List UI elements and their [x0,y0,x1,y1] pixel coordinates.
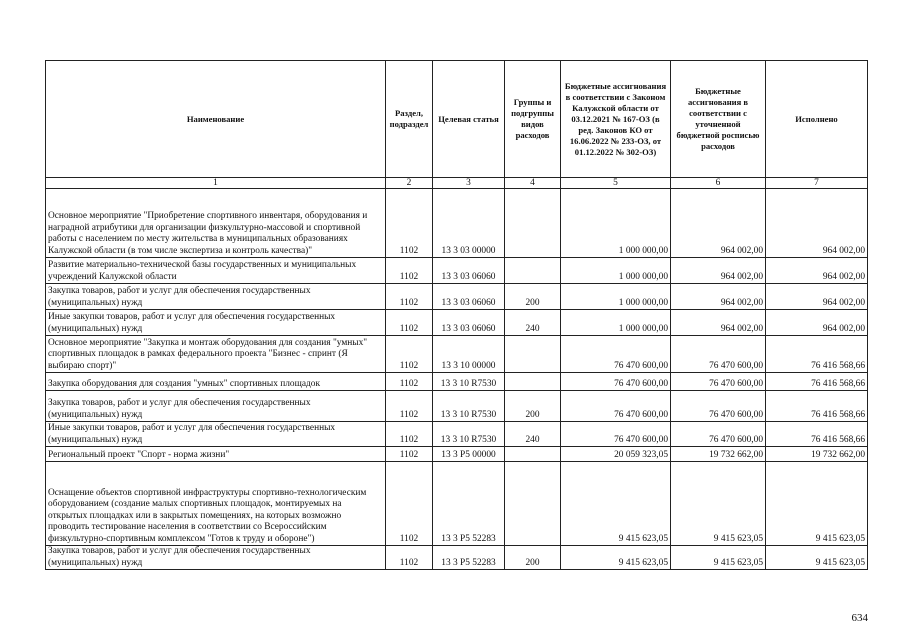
row-name: Основное мероприятие "Закупка и монтаж оборудования для создания "умных" спортивных площадок в рамках федерального проекта "Бизнес - спринт (Я выбираю спорт)" [46,336,386,373]
header-section: Раздел, подраздел [386,61,433,178]
row-executed-amount: 9 415 623,05 [766,462,868,546]
table-row [46,546,868,570]
column-number: 2 [386,178,433,189]
row-executed-amount: 76 416 568,66 [766,373,868,391]
row-executed-amount: 964 002,00 [766,310,868,336]
row-law-amount: 76 470 600,00 [561,336,671,373]
row-group [505,258,561,284]
row-law-amount: 9 415 623,05 [561,546,671,570]
row-target: 13 3 P5 52283 [433,462,505,546]
row-section: 1102 [386,546,433,570]
row-section: 1102 [386,310,433,336]
row-section: 1102 [386,462,433,546]
row-executed-amount: 76 416 568,66 [766,422,868,447]
row-executed-amount: 964 002,00 [766,258,868,284]
row-law-amount: 20 059 323,05 [561,447,671,462]
column-number-row [46,178,868,189]
row-group [505,373,561,391]
row-law-amount: 76 470 600,00 [561,391,671,422]
row-name: Иные закупки товаров, работ и услуг для обеспечения государственных (муниципальных) нужд [46,422,386,447]
row-updated-amount: 9 415 623,05 [671,462,766,546]
row-group: 240 [505,422,561,447]
column-number: 5 [561,178,671,189]
row-updated-amount: 9 415 623,05 [671,546,766,570]
row-group [505,336,561,373]
row-group [505,189,561,258]
row-updated-amount: 964 002,00 [671,258,766,284]
row-name: Основное мероприятие "Приобретение спортивного инвентаря, оборудования и наградной атрибутики для организации физкультурно-массовой и спортивной работы с населением по месту жительства в муниципальных образованиях Калужской области (в том числе экспертиза и контроль качества)" [46,189,386,258]
table-row [46,284,868,310]
row-name: Закупка товаров, работ и услуг для обеспечения государственных (муниципальных) нужд [46,546,386,570]
column-number: 4 [505,178,561,189]
row-group [505,462,561,546]
row-target: 13 3 03 00000 [433,189,505,258]
row-name: Оснащение объектов спортивной инфраструктуры спортивно-технологическим оборудованием (создание малых спортивных площадок, монтируемых на открытых площадках или в закрытых помещениях, на которых возможно проводить тестирование населения в соответствии со Всероссийским физкультурно-спортивным комплексом "Готов к труду и обороне") [46,462,386,546]
header-law-allocations: Бюджетные ассигнования в соответствии с Законом Калужской области от 03.12.2021 № 167-ОЗ (в ред. Законов КО от 16.06.2022 № 233-ОЗ, от 01.12.2022 № 302-ОЗ) [561,61,671,178]
header-groups: Группы и подгруппы видов расходов [505,61,561,178]
table-row [46,258,868,284]
column-number: 3 [433,178,505,189]
row-target: 13 3 10 R7530 [433,391,505,422]
column-number: 1 [46,178,386,189]
row-updated-amount: 76 470 600,00 [671,422,766,447]
row-name: Развитие материально-технической базы государственных и муниципальных учреждений Калужской области [46,258,386,284]
row-group: 200 [505,284,561,310]
row-target: 13 3 P5 00000 [433,447,505,462]
row-name: Закупка товаров, работ и услуг для обеспечения государственных (муниципальных) нужд [46,391,386,422]
row-target: 13 3 P5 52283 [433,546,505,570]
row-executed-amount: 964 002,00 [766,284,868,310]
row-law-amount: 9 415 623,05 [561,462,671,546]
table-row [46,189,868,258]
page-number: 634 [851,612,868,624]
row-name: Закупка товаров, работ и услуг для обеспечения государственных (муниципальных) нужд [46,284,386,310]
row-group: 240 [505,310,561,336]
row-law-amount: 76 470 600,00 [561,422,671,447]
row-group [505,447,561,462]
table-row [46,391,868,422]
header-executed: Исполнено [766,61,868,178]
row-name: Иные закупки товаров, работ и услуг для обеспечения государственных (муниципальных) нужд [46,310,386,336]
row-executed-amount: 9 415 623,05 [766,546,868,570]
row-section: 1102 [386,391,433,422]
row-law-amount: 1 000 000,00 [561,189,671,258]
row-target: 13 3 10 R7530 [433,422,505,447]
table-row [46,462,868,546]
row-executed-amount: 19 732 662,00 [766,447,868,462]
row-updated-amount: 964 002,00 [671,284,766,310]
row-law-amount: 76 470 600,00 [561,373,671,391]
row-name: Региональный проект "Спорт - норма жизни" [46,447,386,462]
header-updated-allocations: Бюджетные ассигнования в соответствии с уточненной бюджетной росписью расходов [671,61,766,178]
table-row [46,373,868,391]
header-name: Наименование [46,61,386,178]
row-section: 1102 [386,258,433,284]
row-executed-amount: 76 416 568,66 [766,391,868,422]
row-updated-amount: 964 002,00 [671,310,766,336]
row-law-amount: 1 000 000,00 [561,258,671,284]
row-target: 13 3 10 00000 [433,336,505,373]
table-row [46,310,868,336]
row-executed-amount: 76 416 568,66 [766,336,868,373]
budget-table [45,60,868,570]
column-number: 6 [671,178,766,189]
row-section: 1102 [386,284,433,310]
column-number: 7 [766,178,868,189]
row-name: Закупка оборудования для создания "умных" спортивных площадок [46,373,386,391]
row-group: 200 [505,546,561,570]
row-updated-amount: 76 470 600,00 [671,391,766,422]
row-section: 1102 [386,189,433,258]
row-law-amount: 1 000 000,00 [561,310,671,336]
row-target: 13 3 03 06060 [433,258,505,284]
table-row [46,422,868,447]
row-section: 1102 [386,447,433,462]
header-target: Целевая статья [433,61,505,178]
row-section: 1102 [386,422,433,447]
row-updated-amount: 76 470 600,00 [671,336,766,373]
row-executed-amount: 964 002,00 [766,189,868,258]
row-target: 13 3 03 06060 [433,284,505,310]
table-row [46,447,868,462]
row-updated-amount: 19 732 662,00 [671,447,766,462]
row-law-amount: 1 000 000,00 [561,284,671,310]
row-updated-amount: 76 470 600,00 [671,373,766,391]
row-target: 13 3 03 06060 [433,310,505,336]
row-section: 1102 [386,336,433,373]
row-target: 13 3 10 R7530 [433,373,505,391]
row-group: 200 [505,391,561,422]
header-row [46,61,868,178]
row-updated-amount: 964 002,00 [671,189,766,258]
row-section: 1102 [386,373,433,391]
table-row [46,336,868,373]
